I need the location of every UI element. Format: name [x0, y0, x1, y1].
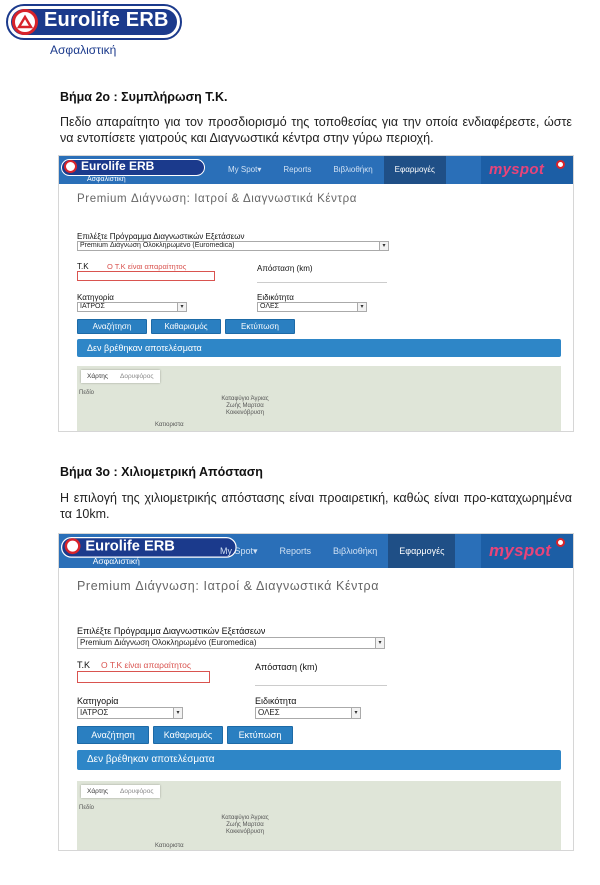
- specialty-select-value: ΟΛΕΣ: [260, 303, 279, 310]
- nav-item-reports[interactable]: Reports: [283, 165, 312, 174]
- app-navbar: [59, 156, 573, 184]
- program-select-value: Premium Διάγνωση Ολοκληρωμένο (Euromedica): [80, 638, 257, 647]
- step3-text: Η επιλογή της χιλιομετρικής απόστασης είναι προαιρετική, καθώς είναι προ-καταχωρημένα τα 10km.: [60, 491, 572, 521]
- zip-input[interactable]: [77, 671, 210, 683]
- eurolife-logo: [6, 4, 182, 62]
- map-tab-map[interactable]: Χάρτης: [87, 788, 109, 795]
- program-select-value: Premium Διάγνωση Ολοκληρωμένο (Euromedica): [80, 242, 235, 249]
- specialty-select[interactable]: [255, 707, 361, 719]
- nav-item-apps[interactable]: Εφαρμογές: [388, 534, 455, 568]
- specialty-label: Ειδικότητα: [255, 696, 297, 706]
- program-select[interactable]: [77, 241, 389, 251]
- print-button[interactable]: Εκτύπωση: [225, 319, 295, 334]
- app-navbar: [59, 534, 573, 568]
- myspot-logo: myspot: [489, 541, 552, 560]
- map-place-label: Καταφύγιο Άγριας Ζωής Μαρτσα Κοκκινόβρυση: [221, 815, 269, 835]
- map[interactable]: [77, 781, 561, 851]
- map-place-label: Κατιοριστα: [155, 843, 184, 849]
- page-title: Premium Διάγνωση: Ιατροί & Διαγνωστικά Κέντρα: [77, 193, 358, 205]
- distance-input[interactable]: [255, 674, 387, 686]
- program-label: Επιλέξτε Πρόγραμμα Διαγνωστικών Εξετάσεων: [77, 232, 245, 241]
- search-button[interactable]: Αναζήτηση: [77, 319, 147, 334]
- search-button[interactable]: Αναζήτηση: [77, 726, 149, 744]
- logo-brand: Eurolife ERB: [44, 9, 169, 31]
- chevron-down-icon: ▾: [379, 242, 388, 250]
- zip-label: Τ.Κ: [77, 262, 89, 271]
- logo-emblem-icon: [12, 9, 38, 35]
- map-place-label: Πεδίο: [79, 805, 95, 811]
- logo-subtitle: Ασφαλιστική: [50, 43, 117, 57]
- myspot-logo: myspot: [489, 161, 545, 178]
- clear-button[interactable]: Καθαρισμός: [153, 726, 223, 744]
- myspot-area: [481, 534, 573, 568]
- app-logo-emblem-icon: [64, 160, 77, 173]
- map-tab-satellite[interactable]: Δορυφόρος: [120, 788, 154, 795]
- map-tab-map[interactable]: Χάρτης: [87, 373, 109, 380]
- myspot-area: [481, 156, 573, 184]
- category-select-value: ΙΑΤΡΟΣ: [80, 708, 109, 717]
- chevron-down-icon: ▾: [177, 303, 186, 311]
- category-select[interactable]: [77, 707, 183, 719]
- user-flag-icon[interactable]: [556, 538, 565, 547]
- specialty-select[interactable]: [257, 302, 367, 312]
- step3-title: Βήμα 3ο : Χιλιομετρική Απόσταση: [60, 465, 263, 479]
- app-brand: Eurolife ERB: [81, 159, 155, 173]
- chevron-down-icon: ▾: [173, 708, 182, 718]
- app-brand-sub: Ασφαλιστική: [92, 557, 140, 567]
- program-select[interactable]: [77, 637, 385, 649]
- step2-title: Βήμα 2ο : Συμπλήρωση Τ.Κ.: [60, 90, 228, 104]
- map-place-label: Κατιοριστα: [155, 422, 184, 428]
- program-label: Επιλέξτε Πρόγραμμα Διαγνωστικών Εξετάσεων: [77, 626, 266, 636]
- category-label: Κατηγορία: [77, 696, 119, 706]
- category-select-value: ΙΑΤΡΟΣ: [80, 303, 105, 310]
- page-title: Premium Διάγνωση: Ιατροί & Διαγνωστικά Κέντρα: [77, 579, 380, 593]
- no-results-bar: Δεν βρέθηκαν αποτελέσματα: [77, 339, 561, 357]
- zip-input[interactable]: [77, 271, 215, 281]
- chevron-down-icon: ▾: [357, 303, 366, 311]
- zip-label: Τ.Κ: [77, 660, 91, 670]
- specialty-label: Ειδικότητα: [257, 293, 294, 302]
- nav-item-library[interactable]: Βιβλιοθήκη: [333, 546, 378, 556]
- app-brand: Eurolife ERB: [85, 537, 175, 555]
- zip-error: Ο Τ.Κ είναι απαραίτητος: [107, 262, 187, 271]
- screenshot-panel-1: [58, 155, 574, 432]
- nav-menu: [217, 156, 446, 184]
- no-results-bar: Δεν βρέθηκαν αποτελέσματα: [77, 750, 561, 770]
- map-type-tabs: [81, 785, 160, 798]
- print-button[interactable]: Εκτύπωση: [227, 726, 293, 744]
- map-place-label: Καταφύγιο Άγριας Ζωής Μαρτσα Κοκκινόβρυση: [221, 396, 269, 416]
- chevron-down-icon: ▾: [375, 638, 384, 648]
- map-type-tabs: [81, 370, 160, 383]
- distance-label: Απόσταση (km): [255, 662, 318, 672]
- map[interactable]: [77, 366, 561, 432]
- zip-error: Ο Τ.Κ είναι απαραίτητος: [101, 660, 191, 670]
- nav-item-reports[interactable]: Reports: [279, 546, 312, 556]
- nav-menu: [209, 534, 455, 562]
- category-select[interactable]: [77, 302, 187, 312]
- map-tab-satellite[interactable]: Δορυφόρος: [120, 373, 154, 380]
- user-flag-icon[interactable]: [556, 160, 565, 169]
- specialty-select-value: ΟΛΕΣ: [258, 708, 280, 717]
- app-logo[interactable]: [61, 159, 205, 183]
- nav-item-library[interactable]: Βιβλιοθήκη: [333, 165, 373, 174]
- step2-text: Πεδίο απαραίτητο για τον προσδιορισμό της τοποθεσίας για την οποία ενδιαφέρεστε, ώστε να εντοπίσετε γιατρούς και Διαγνωστικά κέντρα στην γύρω περιοχή.: [60, 115, 572, 145]
- distance-input[interactable]: [257, 273, 387, 283]
- clear-button[interactable]: Καθαρισμός: [151, 319, 221, 334]
- app-logo-emblem-icon: [65, 538, 81, 554]
- distance-label: Απόσταση (km): [257, 264, 313, 273]
- app-brand-sub: Ασφαλιστική: [87, 176, 126, 183]
- map-place-label: Πεδίο: [79, 390, 95, 396]
- nav-item-myspot[interactable]: My Spot▾: [220, 546, 258, 556]
- screenshot-panel-2: [58, 533, 574, 851]
- nav-item-apps[interactable]: Εφαρμογές: [384, 156, 446, 184]
- category-label: Κατηγορία: [77, 293, 114, 302]
- nav-item-myspot[interactable]: My Spot▾: [228, 165, 262, 174]
- chevron-down-icon: ▾: [351, 708, 360, 718]
